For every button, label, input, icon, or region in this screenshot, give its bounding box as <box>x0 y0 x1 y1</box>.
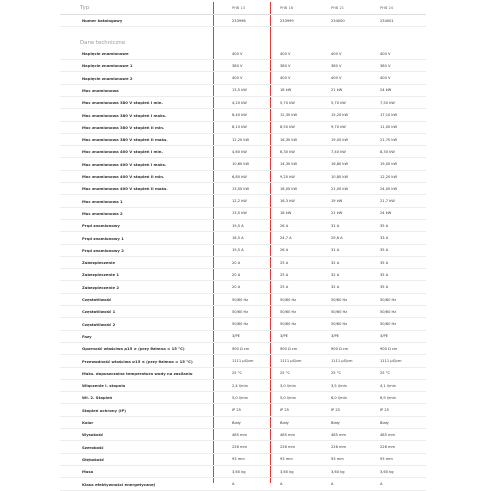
row-value: 32 A <box>331 285 340 290</box>
table-row <box>60 454 426 466</box>
row-value: 14,30 kW <box>280 162 298 167</box>
table-row <box>60 306 426 318</box>
row-value: IP 25 <box>331 408 340 413</box>
row-label: Zabezpieczenie <box>82 260 116 266</box>
row-value: 29,6 A <box>331 236 343 240</box>
catalog-value: 233998 <box>232 18 246 23</box>
table-row <box>60 380 426 392</box>
row-value: 25 A <box>280 272 289 277</box>
row-value: IP 25 <box>280 408 289 413</box>
row-value: Biały <box>280 420 289 425</box>
row-value: 7,40 kW <box>331 149 346 154</box>
row-value: 3,0 l/min <box>280 383 296 388</box>
row-value: 6,9 l/min <box>380 395 396 400</box>
row-value: 24 kW <box>380 88 392 93</box>
row-value: 19,00 kW <box>380 162 398 167</box>
row-label: Prąd znamionowy 2 <box>82 247 124 253</box>
row-value: 6,30 kW <box>280 149 295 154</box>
row-label: Prąd znamionowy 1 <box>82 235 124 241</box>
row-value: 24 kW <box>380 211 392 216</box>
row-value: 9,20 kW <box>280 174 295 179</box>
row-label: Zabezpieczenie 2 <box>82 284 119 290</box>
row-value: 485 mm <box>232 432 248 437</box>
row-value: 15,20 kW <box>331 113 349 117</box>
row-value: 226 mm <box>280 445 296 450</box>
row-label: Napięcie znamionowe 1 <box>82 63 133 69</box>
row-value: 16,30 kW <box>280 137 298 142</box>
row-value: 24,7 A <box>280 236 292 240</box>
row-value: 226 mm <box>331 445 347 450</box>
row-label: Częstotliwość 1 <box>82 309 116 315</box>
table-row <box>60 294 426 306</box>
row-value: 1111 µS/cm <box>280 359 302 363</box>
row-value: 18,00 kW <box>280 186 298 191</box>
spec-table <box>60 0 426 485</box>
row-value: IP 25 <box>232 408 241 413</box>
row-value: 8,50 kW <box>280 125 295 130</box>
table-row <box>60 442 426 454</box>
row-value: 33 A <box>380 236 389 240</box>
row-value: 400 V <box>280 76 291 81</box>
row-value: 50/60 Hz <box>280 322 297 327</box>
table-row <box>60 159 426 171</box>
row-value: 3/PE <box>380 334 388 339</box>
row-value: 3,60 kg <box>331 469 345 474</box>
row-value: 5,0 l/min <box>232 395 248 400</box>
table-row <box>60 257 426 269</box>
row-value: 35 A <box>380 260 389 265</box>
row-value: 17,10 kW <box>380 113 398 117</box>
row-value: 9,70 kW <box>331 125 346 130</box>
row-value: 25 A <box>280 260 289 265</box>
row-value: 400 V <box>232 76 243 81</box>
row-value: 32 A <box>331 260 340 265</box>
table-row <box>60 97 426 109</box>
table-row <box>60 208 426 220</box>
table-row <box>60 429 426 441</box>
row-value: 50/60 Hz <box>380 309 397 314</box>
row-label: Moc znamionowa 380 V stopień II maks. <box>82 137 168 143</box>
row-label: Moc znamionowa 1 <box>82 198 123 204</box>
row-value: 18 kW <box>280 88 292 93</box>
row-label: Stopień ochrony (IP) <box>82 407 126 413</box>
row-label: Włączenie I. stopnia <box>82 383 126 389</box>
row-value: 50/60 Hz <box>232 297 249 302</box>
row-label: Fazy <box>82 333 92 339</box>
row-value: 12,2 kW <box>232 199 247 204</box>
row-value: 4,1 l/min <box>380 383 396 388</box>
row-value: 4,20 kW <box>232 100 247 105</box>
row-value: 380 V <box>280 63 291 68</box>
row-value: 6,0 l/min <box>331 395 347 400</box>
table-row <box>60 233 426 245</box>
row-value: 26 A <box>280 223 289 228</box>
row-value: 1111 µS/cm <box>232 359 254 363</box>
row-value: 900 Ω cm <box>232 346 250 351</box>
row-value: 50/60 Hz <box>232 309 249 314</box>
row-label: Moc znamionowa 400 V stopień I min. <box>82 149 163 155</box>
row-value: 3,60 kg <box>380 469 394 474</box>
row-label: Zabezpieczenie 1 <box>82 272 119 278</box>
row-value: 50/60 Hz <box>280 297 297 302</box>
table-row <box>60 368 426 380</box>
table-row <box>60 110 426 122</box>
row-label: Napięcie znamionowe <box>82 51 129 56</box>
catalog-value: 234001 <box>380 18 394 23</box>
row-value: 35 A <box>380 272 389 277</box>
table-row <box>60 466 426 478</box>
table-row <box>60 171 426 183</box>
row-value: 1111 µS/cm <box>380 359 402 363</box>
row-value: 25 A <box>280 285 289 290</box>
row-value: 24,00 kW <box>380 186 398 191</box>
row-value: 50/60 Hz <box>331 297 348 302</box>
row-value: 93 mm <box>232 457 245 462</box>
table-row <box>60 146 426 158</box>
row-value: 21,00 kW <box>331 186 349 191</box>
row-label: Wł. 2. Stopień <box>82 395 113 401</box>
row-label: Maks. dopuszczalna temperatura wody na zasilaniu <box>82 370 193 376</box>
row-value: 380 V <box>232 63 243 68</box>
table-row <box>60 48 426 60</box>
row-value: 21 kW <box>331 88 343 93</box>
row-value: 20 A <box>232 272 241 277</box>
row-label: Moc znamionowa 380 V stopień I min. <box>82 100 163 106</box>
row-value: 13,50 kW <box>232 186 250 191</box>
row-value: A <box>232 482 235 486</box>
row-value: 900 Ω cm <box>331 346 349 351</box>
model-3: PHB 21 <box>331 5 345 10</box>
row-value: 5,70 kW <box>280 100 295 105</box>
row-value: 12,20 kW <box>380 174 398 179</box>
row-value: A <box>280 482 283 486</box>
row-value: 12,30 kW <box>280 113 298 117</box>
row-value: 18,5 A <box>232 236 244 240</box>
row-value: 19,5 A <box>232 248 244 253</box>
row-label: Wysokość <box>82 432 104 438</box>
model-4: PHB 24 <box>380 5 394 10</box>
row-value: 6,80 kW <box>232 174 247 179</box>
row-value: 35 A <box>380 248 389 253</box>
table-row <box>60 245 426 257</box>
section-title: Dane techniczne <box>80 39 126 46</box>
row-value: Biały <box>380 420 389 425</box>
row-value: 400 V <box>380 51 391 56</box>
row-label: Oporność właściwa ρ15 ≥ (przy θzimna = 15 °C) <box>82 346 185 352</box>
row-value: 8,10 kW <box>232 125 247 130</box>
row-label: Moc znamionowa 400 V stopień II maks. <box>82 186 168 192</box>
row-value: 20 A <box>232 285 241 290</box>
catalog-value: 233999 <box>280 18 294 23</box>
row-value: 3,5 l/min <box>331 383 347 388</box>
row-value: IP 25 <box>380 408 389 413</box>
catalog-value: 234000 <box>331 18 345 23</box>
table-row <box>60 356 426 368</box>
header-row <box>60 2 426 13</box>
row-label: Masa <box>82 469 94 475</box>
row-value: 19,00 kW <box>331 137 349 142</box>
row-value: 900 Ω cm <box>280 346 298 351</box>
row-value: 900 Ω cm <box>380 346 398 351</box>
row-value: 485 mm <box>380 432 396 437</box>
row-value: 25 °C <box>280 371 291 376</box>
row-value: 11,00 kW <box>380 125 398 130</box>
row-value: 35 A <box>380 223 389 228</box>
row-value: 8,40 kW <box>232 113 247 117</box>
row-value: 3/PE <box>232 334 240 339</box>
header-label: Typ <box>80 4 90 11</box>
row-value: 50/60 Hz <box>280 309 297 314</box>
row-value: 1111 µS/cm <box>331 359 353 363</box>
row-value: Biały <box>331 420 340 425</box>
row-value: 31 A <box>331 223 340 228</box>
row-value: 400 V <box>331 76 342 81</box>
row-value: 25 °C <box>232 371 243 376</box>
row-value: 31 A <box>331 248 340 253</box>
row-value: 93 mm <box>331 457 344 462</box>
row-value: A <box>331 482 334 486</box>
row-value: 5,0 l/min <box>280 395 296 400</box>
table-row <box>60 343 426 355</box>
row-value: 19,5 A <box>232 223 244 228</box>
row-value: 12,20 kW <box>232 137 250 142</box>
row-label: Moc znamionowa <box>82 87 119 93</box>
row-value: Biały <box>232 420 241 425</box>
row-value: 4,60 kW <box>232 149 247 154</box>
row-value: 400 V <box>380 76 391 81</box>
row-value: 50/60 Hz <box>331 309 348 314</box>
table-row <box>60 331 426 343</box>
row-value: 400 V <box>280 51 291 56</box>
row-label: Moc znamionowa 380 V stopień I maks. <box>82 112 167 118</box>
table-row <box>60 319 426 331</box>
row-label: Przewodność właściwa σ15 ≤ (przy θzimna = 15 °C) <box>82 358 193 364</box>
row-label: Kolor <box>82 420 94 425</box>
row-value: 16,80 kW <box>331 162 349 167</box>
row-label: Prąd znamionowy <box>82 223 120 229</box>
catalog-row <box>60 15 426 27</box>
row-value: 2,4 l/min <box>232 383 248 388</box>
row-value: 226 mm <box>380 445 396 450</box>
row-label: Częstotliwość 2 <box>82 321 116 327</box>
row-value: 50/60 Hz <box>380 297 397 302</box>
catalog-label: Numer katalogowy <box>82 18 123 23</box>
row-value: 8,30 kW <box>380 149 395 154</box>
row-value: 16,3 kW <box>280 199 295 204</box>
table-row <box>60 60 426 72</box>
model-2: PHB 18 <box>280 5 294 10</box>
row-value: 93 mm <box>280 457 293 462</box>
row-value: 226 mm <box>232 445 248 450</box>
row-value: 380 V <box>331 63 342 68</box>
row-label: Klasa efektywności energetycznej <box>82 481 155 487</box>
model-1: PHB 13 <box>232 5 246 10</box>
row-label: Moc znamionowa 400 V stopień II min. <box>82 174 165 179</box>
row-label: Moc znamionowa 2 <box>82 210 123 216</box>
row-value: 32 A <box>331 272 340 277</box>
row-value: 20 A <box>232 260 241 265</box>
table-row <box>60 220 426 232</box>
row-value: 21,70 kW <box>380 137 398 142</box>
table-row <box>60 85 426 97</box>
row-value: 400 V <box>232 51 243 56</box>
table-row <box>60 392 426 404</box>
table-row <box>60 122 426 134</box>
row-value: 25 °C <box>380 371 391 376</box>
row-label: Napięcie znamionowe 2 <box>82 75 133 81</box>
table-row <box>60 134 426 146</box>
table-row <box>60 405 426 417</box>
row-label: Moc znamionowa 400 V stopień I maks. <box>82 161 167 167</box>
row-value: 5,70 kW <box>331 100 346 105</box>
row-label: Moc znamionowa 380 V stopień II min. <box>82 124 165 130</box>
row-value: 25 °C <box>331 371 342 376</box>
row-label: Głębokość <box>82 456 104 462</box>
row-value: 400 V <box>331 51 342 56</box>
row-value: 380 V <box>380 63 391 68</box>
row-value: 3/PE <box>331 334 339 339</box>
row-value: 21,7 kW <box>380 199 395 204</box>
row-value: 35 A <box>380 285 389 290</box>
row-value: 50/60 Hz <box>331 322 348 327</box>
row-value: 50/60 Hz <box>232 322 249 327</box>
row-value: 26 A <box>280 248 289 253</box>
table-row <box>60 282 426 294</box>
row-value: 3,60 kg <box>280 469 294 474</box>
table-row <box>60 417 426 429</box>
row-value: 21 kW <box>331 211 343 216</box>
table-row <box>60 196 426 208</box>
row-value: 3/PE <box>280 334 288 339</box>
row-value: 3,60 kg <box>232 469 246 474</box>
row-value: 19 kW <box>331 199 343 204</box>
row-value: 18 kW <box>280 211 292 216</box>
row-value: 50/60 Hz <box>380 322 397 327</box>
row-label: Szerokość <box>82 444 104 450</box>
row-value: 10,60 kW <box>232 162 250 167</box>
row-value: 485 mm <box>280 432 296 437</box>
row-value: 485 mm <box>331 432 347 437</box>
row-value: 7,50 kW <box>380 100 395 105</box>
row-label: Częstotliwość <box>82 297 112 302</box>
table-row <box>60 269 426 281</box>
row-value: 13,5 kW <box>232 211 247 216</box>
row-value: 13,5 kW <box>232 88 247 93</box>
table-row <box>60 183 426 195</box>
row-value: 10,80 kW <box>331 174 349 179</box>
row-value: A <box>380 482 383 486</box>
table-row <box>60 73 426 85</box>
section-row <box>60 37 426 48</box>
row-value: 93 mm <box>380 457 393 462</box>
